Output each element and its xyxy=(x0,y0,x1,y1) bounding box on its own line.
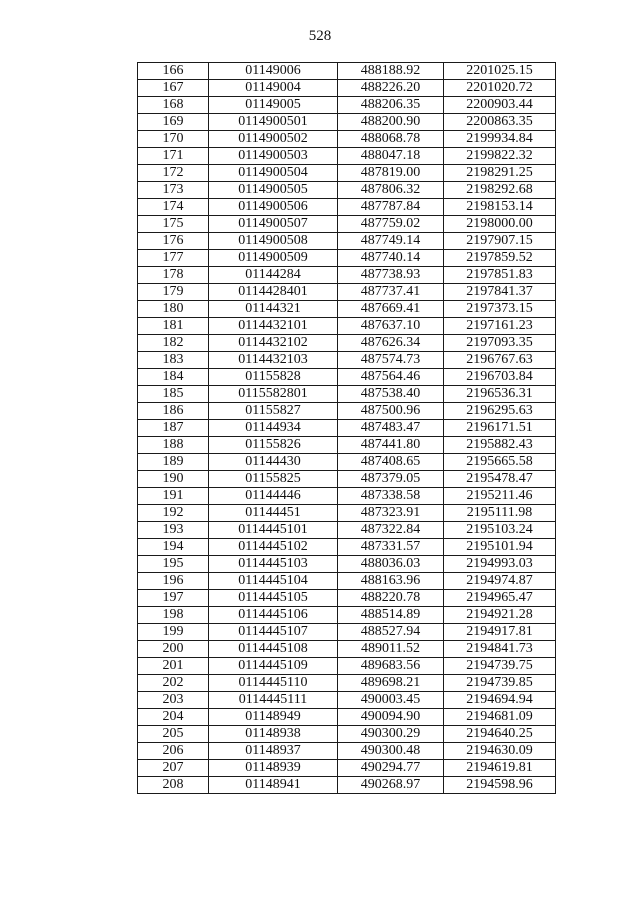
table-row xyxy=(138,692,556,709)
table-row xyxy=(138,182,556,199)
y-coordinate-cell: 2194841.73 xyxy=(444,641,556,658)
x-coordinate-cell: 488226.20 xyxy=(338,80,444,97)
point-code-cell: 0114445110 xyxy=(209,675,338,692)
point-code-cell: 0114900508 xyxy=(209,233,338,250)
y-coordinate-cell: 2198000.00 xyxy=(444,216,556,233)
table-row xyxy=(138,352,556,369)
x-coordinate-cell: 487338.58 xyxy=(338,488,444,505)
row-number-cell: 180 xyxy=(138,301,209,318)
row-number-cell: 190 xyxy=(138,471,209,488)
x-coordinate-cell: 488527.94 xyxy=(338,624,444,641)
point-code-cell: 01144284 xyxy=(209,267,338,284)
x-coordinate-cell: 488220.78 xyxy=(338,590,444,607)
table-row xyxy=(138,624,556,641)
y-coordinate-cell: 2194681.09 xyxy=(444,709,556,726)
x-coordinate-cell: 487441.80 xyxy=(338,437,444,454)
y-coordinate-cell: 2194640.25 xyxy=(444,726,556,743)
point-code-cell: 0114900509 xyxy=(209,250,338,267)
table-row xyxy=(138,63,556,80)
point-code-cell: 0115582801 xyxy=(209,386,338,403)
x-coordinate-cell: 487322.84 xyxy=(338,522,444,539)
y-coordinate-cell: 2197161.23 xyxy=(444,318,556,335)
y-coordinate-cell: 2195103.24 xyxy=(444,522,556,539)
point-code-cell: 0114445102 xyxy=(209,539,338,556)
y-coordinate-cell: 2198291.25 xyxy=(444,165,556,182)
x-coordinate-cell: 490003.45 xyxy=(338,692,444,709)
row-number-cell: 186 xyxy=(138,403,209,420)
row-number-cell: 178 xyxy=(138,267,209,284)
y-coordinate-cell: 2197373.15 xyxy=(444,301,556,318)
table-row xyxy=(138,267,556,284)
row-number-cell: 206 xyxy=(138,743,209,760)
point-code-cell: 01144430 xyxy=(209,454,338,471)
row-number-cell: 185 xyxy=(138,386,209,403)
point-code-cell: 01144451 xyxy=(209,505,338,522)
point-code-cell: 0114900503 xyxy=(209,148,338,165)
point-code-cell: 01144446 xyxy=(209,488,338,505)
point-code-cell: 01149006 xyxy=(209,63,338,80)
y-coordinate-cell: 2200863.35 xyxy=(444,114,556,131)
y-coordinate-cell: 2196295.63 xyxy=(444,403,556,420)
row-number-cell: 188 xyxy=(138,437,209,454)
point-code-cell: 0114445111 xyxy=(209,692,338,709)
row-number-cell: 181 xyxy=(138,318,209,335)
point-code-cell: 01149005 xyxy=(209,97,338,114)
x-coordinate-cell: 488068.78 xyxy=(338,131,444,148)
point-code-cell: 0114432102 xyxy=(209,335,338,352)
row-number-cell: 201 xyxy=(138,658,209,675)
point-code-cell: 01148949 xyxy=(209,709,338,726)
row-number-cell: 196 xyxy=(138,573,209,590)
point-code-cell: 0114432103 xyxy=(209,352,338,369)
x-coordinate-cell: 490094.90 xyxy=(338,709,444,726)
row-number-cell: 194 xyxy=(138,539,209,556)
row-number-cell: 184 xyxy=(138,369,209,386)
x-coordinate-cell: 487500.96 xyxy=(338,403,444,420)
row-number-cell: 174 xyxy=(138,199,209,216)
point-code-cell: 0114445101 xyxy=(209,522,338,539)
table-row xyxy=(138,658,556,675)
point-code-cell: 01155827 xyxy=(209,403,338,420)
point-code-cell: 01148937 xyxy=(209,743,338,760)
point-code-cell: 0114900507 xyxy=(209,216,338,233)
x-coordinate-cell: 490268.97 xyxy=(338,777,444,794)
y-coordinate-cell: 2199822.32 xyxy=(444,148,556,165)
point-code-cell: 0114432101 xyxy=(209,318,338,335)
row-number-cell: 202 xyxy=(138,675,209,692)
row-number-cell: 166 xyxy=(138,63,209,80)
row-number-cell: 171 xyxy=(138,148,209,165)
x-coordinate-cell: 487483.47 xyxy=(338,420,444,437)
row-number-cell: 208 xyxy=(138,777,209,794)
point-code-cell: 0114445103 xyxy=(209,556,338,573)
table-row xyxy=(138,318,556,335)
row-number-cell: 195 xyxy=(138,556,209,573)
table-row xyxy=(138,777,556,794)
y-coordinate-cell: 2198292.68 xyxy=(444,182,556,199)
table-row xyxy=(138,437,556,454)
x-coordinate-cell: 487323.91 xyxy=(338,505,444,522)
y-coordinate-cell: 2194917.81 xyxy=(444,624,556,641)
x-coordinate-cell: 490300.48 xyxy=(338,743,444,760)
x-coordinate-cell: 487564.46 xyxy=(338,369,444,386)
point-code-cell: 01148941 xyxy=(209,777,338,794)
x-coordinate-cell: 489698.21 xyxy=(338,675,444,692)
point-code-cell: 0114445106 xyxy=(209,607,338,624)
y-coordinate-cell: 2196536.31 xyxy=(444,386,556,403)
x-coordinate-cell: 487637.10 xyxy=(338,318,444,335)
point-code-cell: 01148939 xyxy=(209,760,338,777)
table-row xyxy=(138,386,556,403)
row-number-cell: 192 xyxy=(138,505,209,522)
y-coordinate-cell: 2194974.87 xyxy=(444,573,556,590)
table-row xyxy=(138,709,556,726)
y-coordinate-cell: 2194739.75 xyxy=(444,658,556,675)
y-coordinate-cell: 2197093.35 xyxy=(444,335,556,352)
row-number-cell: 193 xyxy=(138,522,209,539)
y-coordinate-cell: 2194694.94 xyxy=(444,692,556,709)
row-number-cell: 179 xyxy=(138,284,209,301)
point-code-cell: 0114900501 xyxy=(209,114,338,131)
coordinates-table-body xyxy=(138,63,556,794)
table-row xyxy=(138,522,556,539)
table-row xyxy=(138,420,556,437)
point-code-cell: 0114900504 xyxy=(209,165,338,182)
y-coordinate-cell: 2194739.85 xyxy=(444,675,556,692)
point-code-cell: 0114445104 xyxy=(209,573,338,590)
point-code-cell: 0114445108 xyxy=(209,641,338,658)
table-row xyxy=(138,760,556,777)
point-code-cell: 0114428401 xyxy=(209,284,338,301)
table-row xyxy=(138,301,556,318)
point-code-cell: 0114445109 xyxy=(209,658,338,675)
table-row xyxy=(138,675,556,692)
point-code-cell: 01155828 xyxy=(209,369,338,386)
x-coordinate-cell: 487819.00 xyxy=(338,165,444,182)
table-row xyxy=(138,148,556,165)
x-coordinate-cell: 488200.90 xyxy=(338,114,444,131)
table-row xyxy=(138,471,556,488)
table-row xyxy=(138,80,556,97)
y-coordinate-cell: 2195478.47 xyxy=(444,471,556,488)
row-number-cell: 191 xyxy=(138,488,209,505)
y-coordinate-cell: 2194965.47 xyxy=(444,590,556,607)
row-number-cell: 172 xyxy=(138,165,209,182)
y-coordinate-cell: 2200903.44 xyxy=(444,97,556,114)
x-coordinate-cell: 487749.14 xyxy=(338,233,444,250)
x-coordinate-cell: 488206.35 xyxy=(338,97,444,114)
coordinates-table xyxy=(137,62,556,794)
point-code-cell: 0114900506 xyxy=(209,199,338,216)
row-number-cell: 175 xyxy=(138,216,209,233)
row-number-cell: 199 xyxy=(138,624,209,641)
y-coordinate-cell: 2195665.58 xyxy=(444,454,556,471)
table-row xyxy=(138,590,556,607)
row-number-cell: 167 xyxy=(138,80,209,97)
x-coordinate-cell: 488188.92 xyxy=(338,63,444,80)
y-coordinate-cell: 2196171.51 xyxy=(444,420,556,437)
point-code-cell: 0114900502 xyxy=(209,131,338,148)
x-coordinate-cell: 487740.14 xyxy=(338,250,444,267)
row-number-cell: 183 xyxy=(138,352,209,369)
row-number-cell: 198 xyxy=(138,607,209,624)
y-coordinate-cell: 2194598.96 xyxy=(444,777,556,794)
table-row xyxy=(138,403,556,420)
y-coordinate-cell: 2196703.84 xyxy=(444,369,556,386)
x-coordinate-cell: 487738.93 xyxy=(338,267,444,284)
x-coordinate-cell: 487408.65 xyxy=(338,454,444,471)
y-coordinate-cell: 2195111.98 xyxy=(444,505,556,522)
x-coordinate-cell: 487538.40 xyxy=(338,386,444,403)
y-coordinate-cell: 2201020.72 xyxy=(444,80,556,97)
x-coordinate-cell: 487737.41 xyxy=(338,284,444,301)
point-code-cell: 01144321 xyxy=(209,301,338,318)
row-number-cell: 169 xyxy=(138,114,209,131)
table-row xyxy=(138,199,556,216)
row-number-cell: 187 xyxy=(138,420,209,437)
y-coordinate-cell: 2198153.14 xyxy=(444,199,556,216)
x-coordinate-cell: 487331.57 xyxy=(338,539,444,556)
table-row xyxy=(138,641,556,658)
table-row xyxy=(138,573,556,590)
y-coordinate-cell: 2197859.52 xyxy=(444,250,556,267)
x-coordinate-cell: 488036.03 xyxy=(338,556,444,573)
table-row xyxy=(138,607,556,624)
x-coordinate-cell: 487759.02 xyxy=(338,216,444,233)
x-coordinate-cell: 487806.32 xyxy=(338,182,444,199)
row-number-cell: 205 xyxy=(138,726,209,743)
row-number-cell: 203 xyxy=(138,692,209,709)
y-coordinate-cell: 2197841.37 xyxy=(444,284,556,301)
table-row xyxy=(138,250,556,267)
point-code-cell: 0114445105 xyxy=(209,590,338,607)
y-coordinate-cell: 2199934.84 xyxy=(444,131,556,148)
table-row xyxy=(138,743,556,760)
point-code-cell: 01144934 xyxy=(209,420,338,437)
point-code-cell: 01148938 xyxy=(209,726,338,743)
row-number-cell: 200 xyxy=(138,641,209,658)
x-coordinate-cell: 487669.41 xyxy=(338,301,444,318)
table-row xyxy=(138,233,556,250)
point-code-cell: 0114445107 xyxy=(209,624,338,641)
table-row xyxy=(138,216,556,233)
x-coordinate-cell: 489683.56 xyxy=(338,658,444,675)
row-number-cell: 176 xyxy=(138,233,209,250)
y-coordinate-cell: 2194993.03 xyxy=(444,556,556,573)
x-coordinate-cell: 490300.29 xyxy=(338,726,444,743)
table-row xyxy=(138,556,556,573)
point-code-cell: 0114900505 xyxy=(209,182,338,199)
table-row xyxy=(138,488,556,505)
y-coordinate-cell: 2197907.15 xyxy=(444,233,556,250)
table-row xyxy=(138,165,556,182)
row-number-cell: 168 xyxy=(138,97,209,114)
table-row xyxy=(138,369,556,386)
x-coordinate-cell: 489011.52 xyxy=(338,641,444,658)
y-coordinate-cell: 2195101.94 xyxy=(444,539,556,556)
x-coordinate-cell: 490294.77 xyxy=(338,760,444,777)
page-number: 528 xyxy=(308,28,332,44)
row-number-cell: 204 xyxy=(138,709,209,726)
row-number-cell: 177 xyxy=(138,250,209,267)
y-coordinate-cell: 2195211.46 xyxy=(444,488,556,505)
table-row xyxy=(138,284,556,301)
table-row xyxy=(138,131,556,148)
table-row xyxy=(138,335,556,352)
x-coordinate-cell: 487787.84 xyxy=(338,199,444,216)
y-coordinate-cell: 2195882.43 xyxy=(444,437,556,454)
table-row xyxy=(138,97,556,114)
x-coordinate-cell: 487379.05 xyxy=(338,471,444,488)
table-row xyxy=(138,114,556,131)
table-row xyxy=(138,505,556,522)
y-coordinate-cell: 2197851.83 xyxy=(444,267,556,284)
y-coordinate-cell: 2201025.15 xyxy=(444,63,556,80)
x-coordinate-cell: 488514.89 xyxy=(338,607,444,624)
table-row xyxy=(138,539,556,556)
table-row xyxy=(138,726,556,743)
table-row xyxy=(138,454,556,471)
row-number-cell: 189 xyxy=(138,454,209,471)
row-number-cell: 197 xyxy=(138,590,209,607)
row-number-cell: 170 xyxy=(138,131,209,148)
x-coordinate-cell: 487574.73 xyxy=(338,352,444,369)
y-coordinate-cell: 2194619.81 xyxy=(444,760,556,777)
y-coordinate-cell: 2194630.09 xyxy=(444,743,556,760)
x-coordinate-cell: 487626.34 xyxy=(338,335,444,352)
point-code-cell: 01155825 xyxy=(209,471,338,488)
row-number-cell: 182 xyxy=(138,335,209,352)
point-code-cell: 01155826 xyxy=(209,437,338,454)
x-coordinate-cell: 488047.18 xyxy=(338,148,444,165)
row-number-cell: 173 xyxy=(138,182,209,199)
x-coordinate-cell: 488163.96 xyxy=(338,573,444,590)
y-coordinate-cell: 2194921.28 xyxy=(444,607,556,624)
point-code-cell: 01149004 xyxy=(209,80,338,97)
y-coordinate-cell: 2196767.63 xyxy=(444,352,556,369)
row-number-cell: 207 xyxy=(138,760,209,777)
